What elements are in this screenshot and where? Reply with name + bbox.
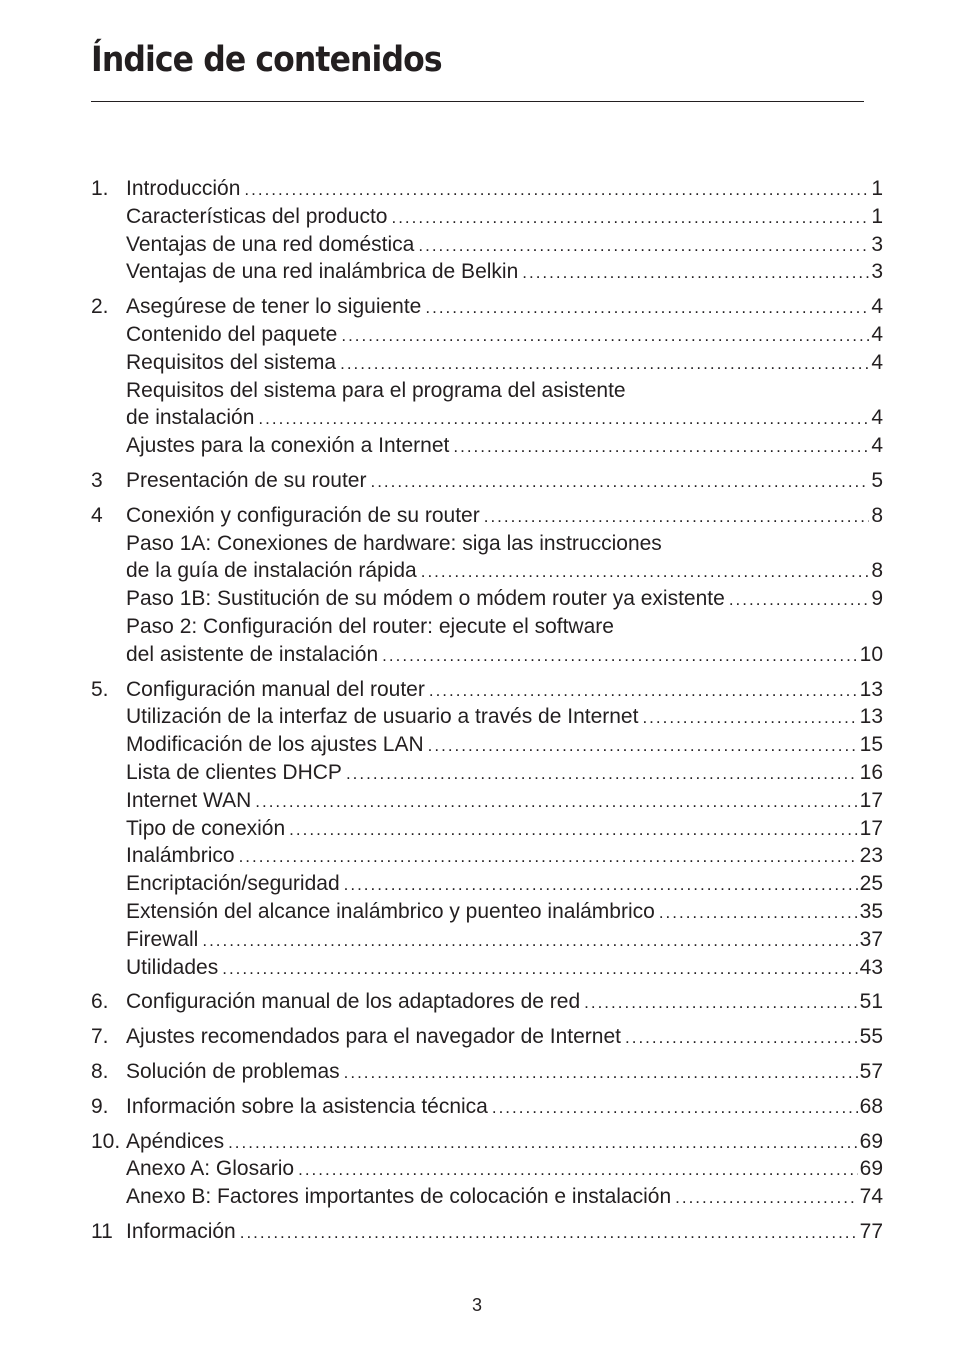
toc-entry-page: 25 [859, 872, 883, 896]
dot-leader [346, 760, 858, 788]
toc-entry-label: Inalámbrico [126, 844, 235, 868]
toc-entry-page: 3 [871, 260, 883, 284]
toc-entry-page: 37 [859, 927, 883, 951]
dot-leader [418, 232, 869, 260]
dot-leader [484, 503, 870, 531]
toc-entry[interactable] [91, 1058, 883, 1086]
dot-leader [239, 843, 858, 871]
toc-section-number: 2. [91, 295, 109, 319]
toc-entry-page: 10 [859, 642, 883, 666]
toc-section [91, 293, 883, 460]
toc-entry[interactable] [91, 321, 883, 349]
toc-entry-label: Modificación de los ajustes LAN [126, 733, 424, 757]
toc-entry[interactable] [91, 175, 883, 203]
toc-entry-label: Ajustes recomendados para el navegador de Internet [126, 1025, 621, 1049]
dot-leader [341, 322, 869, 350]
toc-entry[interactable] [91, 203, 883, 231]
toc-entry-page: 69 [859, 1129, 883, 1153]
toc-entry-page: 13 [859, 677, 883, 701]
toc-entry[interactable] [91, 293, 883, 321]
toc-section-number: 5. [91, 677, 109, 701]
toc-entry-label: Ventajas de una red doméstica [126, 232, 415, 256]
toc-entry-label: Apéndices [126, 1129, 225, 1153]
toc-entry-page: 77 [859, 1219, 883, 1243]
dot-leader [244, 176, 869, 204]
toc-section-number: 10. [91, 1129, 121, 1153]
toc-entry[interactable] [91, 988, 883, 1016]
toc-entry-label: del asistente de instalación [126, 642, 379, 666]
toc-entry-page: 8 [871, 559, 883, 583]
toc-entry[interactable] [91, 530, 883, 558]
toc-entry-label: Información [126, 1219, 236, 1243]
toc-entry[interactable] [91, 842, 883, 870]
toc-entry-line [126, 703, 883, 732]
toc-entry-label: Ventajas de una red inalámbrica de Belkin [126, 260, 519, 284]
dot-leader [421, 558, 870, 586]
toc-entry-line [126, 1155, 883, 1184]
toc-entry[interactable] [91, 258, 883, 286]
toc-entry-page: 51 [859, 990, 883, 1014]
dot-leader [340, 350, 869, 378]
toc-entry-label: Tipo de conexión [126, 816, 286, 840]
toc-entry[interactable] [91, 759, 883, 787]
toc-entry-line [126, 1058, 883, 1087]
toc-entry[interactable] [91, 613, 883, 641]
toc-section [91, 467, 883, 495]
toc-entry-line [126, 815, 883, 844]
dot-leader [659, 899, 858, 927]
toc-entry-line [126, 1183, 883, 1212]
toc-entry-line [126, 1093, 883, 1122]
toc-section-number: 9. [91, 1094, 109, 1118]
toc-entry[interactable] [91, 898, 883, 926]
dot-leader [522, 259, 869, 287]
toc-entry-line [126, 404, 883, 433]
toc-entry-page: 17 [859, 788, 883, 812]
toc-entry[interactable] [91, 467, 883, 495]
toc-entry-page: 69 [859, 1157, 883, 1181]
toc-entry[interactable] [91, 1023, 883, 1051]
toc-entry-line [126, 557, 883, 586]
toc-entry-line [126, 585, 883, 614]
toc-entry-line [126, 676, 883, 705]
dot-leader [428, 732, 858, 760]
toc-entry-label: de instalación [126, 406, 255, 430]
toc-entry[interactable] [91, 1093, 883, 1121]
toc-entry-line [126, 432, 883, 461]
toc-entry-label: Utilización de la interfaz de usuario a través de Internet [126, 705, 639, 729]
dot-leader [675, 1184, 858, 1212]
toc-section-number: 4 [91, 503, 103, 527]
toc-section-number: 8. [91, 1059, 109, 1083]
dot-leader [289, 816, 857, 844]
toc-entry-page: 35 [859, 899, 883, 923]
toc-entry-line [126, 203, 883, 232]
toc-entry-label: Paso 1B: Sustitución de su módem o módem router ya existente [126, 587, 725, 611]
toc-entry-label: Firewall [126, 927, 199, 951]
toc-entry-page: 16 [859, 760, 883, 784]
toc-entry[interactable] [91, 1128, 883, 1156]
dot-leader [382, 642, 857, 670]
dot-leader [298, 1156, 858, 1184]
toc-entry[interactable] [91, 502, 883, 530]
toc-entry[interactable] [91, 870, 883, 898]
toc-entry-label: Encriptación/seguridad [126, 872, 340, 896]
toc-entry-line [126, 842, 883, 871]
table-of-contents [91, 175, 883, 1253]
dot-leader [255, 788, 857, 816]
dot-leader [625, 1024, 858, 1052]
toc-entry-page: 4 [871, 350, 883, 374]
toc-entry-label: Presentación de su router [126, 468, 367, 492]
toc-entry[interactable] [91, 1218, 883, 1246]
toc-section-number: 11 [91, 1219, 113, 1243]
toc-entry[interactable] [91, 954, 883, 982]
toc-entry-label: de la guía de instalación rápida [126, 559, 417, 583]
toc-entry-label: Información sobre la asistencia técnica [126, 1094, 488, 1118]
toc-entry[interactable] [91, 231, 883, 259]
toc-entry-page: 3 [871, 232, 883, 256]
toc-entry-label: Anexo B: Factores importantes de colocación e instalación [126, 1185, 672, 1209]
toc-entry-label: Configuración manual del router [126, 677, 425, 701]
toc-entry-line [126, 1023, 883, 1052]
toc-entry-page: 15 [859, 733, 883, 757]
dot-leader [222, 955, 857, 983]
toc-entry-line [126, 898, 883, 927]
toc-entry-label: Asegúrese de tener lo siguiente [126, 295, 422, 319]
toc-entry-page: 74 [859, 1185, 883, 1209]
toc-entry-label: Configuración manual de los adaptadores de red [126, 990, 581, 1014]
toc-entry-page: 68 [859, 1094, 883, 1118]
toc-entry-page: 1 [871, 177, 883, 200]
toc-entry-line [126, 926, 883, 955]
toc-entry-line [126, 613, 883, 641]
toc-section [91, 676, 883, 982]
toc-entry-line [126, 467, 883, 496]
toc-entry-page: 17 [859, 816, 883, 840]
toc-entry-line [126, 1218, 883, 1247]
toc-entry-page: 4 [871, 322, 883, 346]
toc-section [91, 1093, 883, 1121]
page-number: 3 [471, 1295, 482, 1315]
toc-entry[interactable] [91, 926, 883, 954]
dot-leader [425, 294, 869, 322]
toc-entry[interactable] [91, 815, 883, 843]
toc-entry-line [126, 293, 883, 322]
toc-entry[interactable] [91, 787, 883, 815]
toc-entry-label: Solución de problemas [126, 1059, 340, 1083]
toc-entry-line [126, 231, 883, 260]
toc-entry[interactable] [91, 432, 883, 460]
toc-entry[interactable] [91, 349, 883, 377]
toc-entry-page: 4 [871, 434, 883, 458]
toc-entry-label: Internet WAN [126, 788, 252, 812]
toc-entry-label: Anexo A: Glosario [126, 1157, 295, 1181]
toc-entry-line [126, 349, 883, 378]
toc-entry-line [126, 175, 883, 204]
toc-entry-page: 1 [871, 204, 883, 228]
toc-entry-label: Requisitos del sistema [126, 350, 337, 374]
toc-entry-label: Extensión del alcance inalámbrico y puenteo inalámbrico [126, 899, 655, 923]
toc-entry-line [126, 954, 883, 983]
dot-leader [492, 1094, 858, 1122]
dot-leader [391, 204, 869, 232]
toc-entry[interactable] [91, 676, 883, 704]
toc-entry-line [126, 870, 883, 899]
toc-entry-line [126, 1128, 883, 1157]
toc-entry-line [126, 502, 883, 531]
toc-entry-label: Paso 2: Configuración del router: ejecute el software [126, 614, 614, 638]
dot-leader [370, 468, 869, 496]
dot-leader [453, 433, 869, 461]
toc-entry[interactable] [91, 641, 883, 669]
toc-entry-label: Lista de clientes DHCP [126, 760, 342, 784]
toc-entry-page: 5 [871, 468, 883, 492]
toc-entry-page: 4 [871, 406, 883, 430]
toc-section [91, 1128, 883, 1211]
toc-entry-page: 9 [871, 587, 883, 611]
toc-entry-line [126, 377, 883, 405]
toc-entry-page: 57 [859, 1059, 883, 1083]
toc-entry-page: 55 [859, 1025, 883, 1049]
dot-leader [344, 1059, 858, 1087]
toc-entry-line [126, 530, 883, 558]
toc-entry[interactable] [91, 1183, 883, 1211]
toc-section-number: 6. [91, 990, 109, 1014]
toc-entry-line [126, 258, 883, 287]
toc-entry-label: Introducción [126, 177, 241, 200]
toc-entry-page: 23 [859, 844, 883, 868]
toc-section [91, 1218, 883, 1246]
toc-section-number: 7. [91, 1025, 109, 1049]
toc-entry-label: Contenido del paquete [126, 322, 338, 346]
toc-entry-label: Conexión y configuración de su router [126, 503, 480, 527]
toc-section [91, 1058, 883, 1086]
toc-entry[interactable] [91, 377, 883, 405]
toc-entry-line [126, 731, 883, 760]
toc-entry[interactable] [91, 1155, 883, 1183]
toc-entry[interactable] [91, 585, 883, 613]
dot-leader [240, 1219, 858, 1247]
toc-section-number: 1. [91, 177, 109, 200]
dot-leader [729, 586, 870, 614]
toc-section [91, 175, 883, 286]
toc-entry-page: 13 [859, 705, 883, 729]
toc-entry-label: Características del producto [126, 204, 388, 228]
toc-entry-page: 43 [859, 955, 883, 979]
toc-entry-label: Utilidades [126, 955, 219, 979]
toc-section-number: 3 [91, 468, 103, 492]
dot-leader [258, 405, 869, 433]
toc-entry-line [126, 321, 883, 350]
dot-leader [344, 871, 858, 899]
title-divider [91, 101, 864, 102]
toc-entry[interactable] [91, 557, 883, 585]
toc-entry-line [126, 759, 883, 788]
toc-entry-line [126, 988, 883, 1017]
toc-entry-label: Ajustes para la conexión a Internet [126, 434, 450, 458]
toc-entry[interactable] [91, 703, 883, 731]
dot-leader [429, 677, 858, 705]
toc-entry-line [126, 641, 883, 670]
dot-leader [228, 1129, 858, 1157]
dot-leader [202, 927, 857, 955]
toc-entry-line [126, 787, 883, 816]
toc-entry-page: 8 [871, 503, 883, 527]
toc-section [91, 1023, 883, 1051]
dot-leader [584, 989, 858, 1017]
toc-section [91, 502, 883, 669]
page-title: Índice de contenidos [91, 40, 442, 80]
toc-entry-page: 4 [871, 295, 883, 319]
dot-leader [642, 704, 857, 732]
toc-entry-label: Paso 1A: Conexiones de hardware: siga las instrucciones [126, 531, 662, 555]
toc-entry[interactable] [91, 404, 883, 432]
toc-entry[interactable] [91, 731, 883, 759]
toc-section [91, 988, 883, 1016]
toc-entry-label: Requisitos del sistema para el programa del asistente [126, 378, 626, 402]
